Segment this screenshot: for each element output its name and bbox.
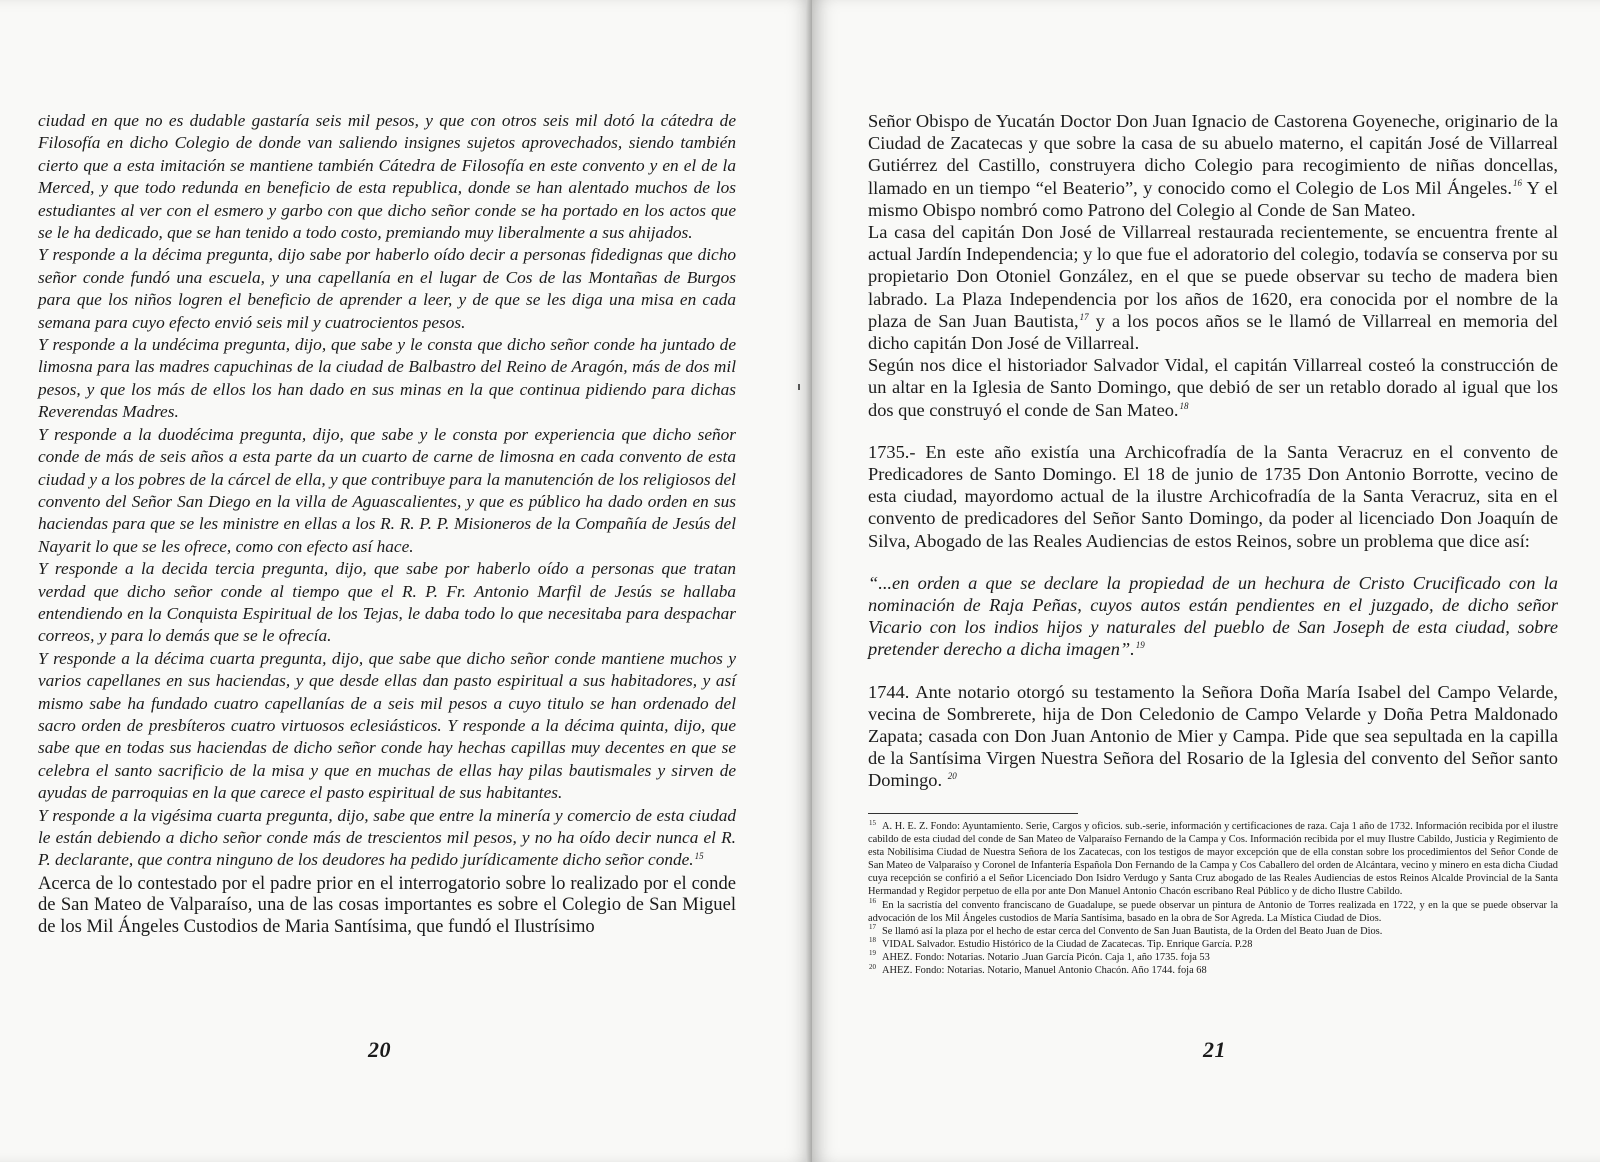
- footnotes: [868, 820, 1558, 977]
- footnote: [868, 820, 1558, 899]
- left-page-body: [38, 110, 736, 937]
- closing-paragraph: Acerca de lo contestado por el padre prior en el interrogatorio sobre lo realizado por el conde de San Mateo de Valparaíso, una de las cosas importantes es sobre el Colegio de San Miguel de los Mil Ángeles Custodios de Maria Santísima, que fundó el Ilustrísimo: [38, 872, 736, 937]
- footnote-text: En la sacristía del convento franciscano de Guadalupe, se puede observar un pintura de Antonio de Torres realizada en 1722, y en la que se puede observar la advocación de los Mil Ángeles custodios de María Santísima, basado en la obra de Sor Agreda. La Mística Ciudad de Dios.: [868, 899, 1558, 924]
- footnote-text: Se llamó así la plaza por el hecho de estar cerca del Convento de San Juan Bautista, de la Orden del Beato Juan de Dios.: [882, 925, 1383, 937]
- paragraph: [868, 110, 1558, 221]
- page-number: 21: [1203, 1037, 1226, 1062]
- footnote: [868, 899, 1558, 925]
- right-page: [812, 0, 1600, 1162]
- paragraph: Y responde a la undécima pregunta, dijo, que sabe y le consta que dicho señor conde ha juntado de limosna para las madres capuchinas de la ciudad de Balbastro del Reino de Aragón, más de dos mil pesos, y que los más de ellos los han dado en sus minas en la que continua pidiendo para dichas Reverendas Madres.: [38, 335, 736, 422]
- paragraph: Y responde a la decida tercia pregunta, dijo, que sabe por haberlo oído a personas que tratan verdad que dicho señor conde al tiempo que el R. P. Fr. Antonio Marfil de Jesús se hallaba entendiendo en la Conquista Espiritual de los Tejas, le daba todo lo que necesitaba para despachar correos, y para lo demás que se le ofrecía.: [38, 559, 736, 646]
- footnote: [868, 964, 1558, 977]
- footnote: [868, 951, 1558, 964]
- paragraph: Y responde a la décima cuarta pregunta, dijo, que sabe que dicho señor conde mantiene muchos y varios capellanes en sus haciendas, y que desde ellas dan pasto espiritual a sus habitadores, y así mismo sabe ha fundado cuatro capellanías de a seis mil pesos a cuyo titulo se han ordenado del sacro orden de presbíteros cuatro virtuosos eclesiásticos. Y responde a la décima quinta, dijo, que sabe que en todas sus haciendas de dicho señor conde hay hechas capillas muy decentes en que se celebra el santo sacrificio de la misa y que en muchas de ellas hay pilas bautismales y sirven de ayudas de parroquias en la que carece el pasto espiritual de sus habitantes.: [38, 648, 736, 803]
- footnote-ref: 16: [1512, 178, 1522, 189]
- footnote-text: A. H. E. Z. Fondo: Ayuntamiento. Serie, Cargos y oficios. sub.-serie, información y certificaciones de raza. Caja 1 año de 1732. Información recibida por el ilustre cabildo de esta ciudad del conde de San Mateo de Valparaíso Fernando de la Campa y Cos. Información recibida por el muy Ilustre Cabildo, Justicia y Regimiento de esta Nobilísima Ciudad de Nuestra Señora de los Zacatecas, con los testigos de mayor excepción que de ella constan sobre los procedimientos del Señor Conde de San Mateo de Valparaíso y Coronel de Infantería Española Don Fernando de la Campa y Cos Caballero del orden de Alcántara, vecino y minero en esta dicha Ciudad cuya recepción se confirió a el Señor Licenciado Don Isidro Verdugo y Santa Cruz abogado de las Reales Audiencias de estos Reinos Alcalde Provincial de la Santa Hermandad y Regidor perpetuo de ella por ante Don Manuel Antonio Chacón escribano Real Público y de dicho Ilustre Cabildo.: [868, 821, 1558, 898]
- paragraph: [868, 354, 1558, 421]
- paragraph-text: Según nos dice el historiador Salvador Vidal, el capitán Villarreal costeó la construcción de un altar en la Iglesia de Santo Domingo, que debió de ser un retablo dorado al igual que los dos que construyó el conde de San Mateo.: [868, 355, 1558, 420]
- footnote-number: 17: [869, 923, 876, 932]
- paragraph: [868, 681, 1558, 792]
- footnote: [868, 938, 1558, 951]
- paragraph: [868, 221, 1558, 354]
- footnote-number: 15: [869, 818, 876, 827]
- paragraph-text: y a los pocos años se le llamó de Villarreal en memoria del dicho capitán Don José de Villarreal.: [868, 310, 1558, 354]
- footnote-ref: 15: [694, 850, 704, 861]
- footnote-ref: 20: [947, 771, 957, 782]
- footnote-number: 16: [869, 897, 876, 906]
- page-number: 20: [368, 1037, 391, 1062]
- footnote-ref: 19: [1135, 640, 1145, 651]
- scan-mark: [798, 384, 800, 390]
- footnote-ref: 18: [1179, 400, 1189, 411]
- footnote-text: VIDAL Salvador. Estudio Histórico de la Ciudad de Zacatecas. Tip. Enrique García. P.28: [882, 938, 1253, 950]
- footnote-number: 18: [869, 936, 876, 945]
- paragraph-text: Y responde a la vigésima cuarta pregunta, dijo, sabe que entre la minería y comercio de esta ciudad le están debiendo a dicho señor conde más de trescientos mil pesos, y no ha oído decir nunca el R. P. declarante, que contra ninguno de los deudores ha pedido jurídicamente dicho señor conde.: [38, 805, 736, 870]
- paragraph-text: 1744. Ante notario otorgó su testamento la Señora Doña María Isabel del Campo Velarde, vecina de Sombrerete, hija de Don Celedonio de Campo Velarde y Doña Petra Maldonado Zapata; casada con Don Juan Antonio de Mier y Campa. Pide que sea sepultada en la capilla de la Santísima Virgen Nuestra Señora del Rosario de la Iglesia del convento del Señor santo Domingo.: [868, 681, 1558, 791]
- footnote-ref: 17: [1079, 311, 1089, 322]
- footnote-rule: [868, 813, 1078, 814]
- right-page-body: [868, 110, 1558, 792]
- block-quote: [868, 572, 1558, 661]
- quote-text: “...en orden a que se declare la propiedad de un hechura de Cristo Crucificado con la nominación de Raja Peñas, cuyos autos están pendientes en el juzgado, de dicho señor Vicario con los indios hijos y naturales del pueblo de San Joseph de esta ciudad, sobre pretender derecho a dicha imagen”.: [868, 572, 1558, 660]
- footnote-text: AHEZ. Fondo: Notarias. Notario .Juan García Picón. Caja 1, año 1735. foja 53: [882, 951, 1210, 963]
- paragraph: ciudad en que no es dudable gastaría seis mil pesos, y que con otros seis mil dotó la cátedra de Filosofía en dicho Colegio de donde van saliendo insignes sujetos aprovechados, siendo también cierto que a esta imitación se mantiene también Cátedra de Filosofía en este convento y en el de la Merced, y que todo redunda en beneficio de esta republica, donde se han alentado muchos de los estudiantes al ver con el esmero y garbo con que dicho señor conde se ha portado en los actos que se le ha dedicado, que se han tenido a todo costo, premiando muy liberalmente a sus ahijados.: [38, 111, 736, 243]
- footnote-number: 20: [869, 962, 876, 971]
- paragraph: Y responde a la duodécima pregunta, dijo, que sabe y le consta por experiencia que dicho señor conde de más de seis años a esta parte da un cuarto de carne de limosna en cada convento de esta ciudad y a los pobres de la cárcel de ella, y que contribuye para la manutención de los religiosos del convento del Señor San Diego en la villa de Aguascalientes, y que es público ha dado orden en sus haciendas para que se les ministre en ellas a los R. R. P. P. Misioneros de la Compañía de Jesús del Nayarit lo que se les ofrece, como con efecto así hace.: [38, 424, 736, 556]
- paragraph-text: Señor Obispo de Yucatán Doctor Don Juan Ignacio de Castorena Goyeneche, originario de la Ciudad de Zacatecas y que sobre la casa de su abuelo materno, el capitán José de Villarreal Gutiérrez del Castillo, construyera dicho Colegio para recogimiento de niñas doncellas, llamado en un tiempo “el Beaterio”, y conocido como el Colegio de Los Mil Ángeles.: [868, 111, 1558, 198]
- paragraph: 1735.- En este año existía una Archicofradía de la Santa Veracruz en el convento de Predicadores de Santo Domingo. El 18 de junio de 1735 Don Antonio Borrotte, vecino de esta ciudad, mayordomo actual de la ilustre Archicofradía de la Santa Veracruz, sita en el convento de predicadores del Señor Santo Domingo, da poder al licenciado Don Joaquín de Silva, Abogado de las Reales Audiencias de estos Reinos, sobre un problema que dice así:: [868, 441, 1558, 551]
- paragraph: Y responde a la décima pregunta, dijo sabe por haberlo oído decir a personas fidedignas que dicho señor conde fundó una escuela, y una capellanía en el lugar de Cos de las Montañas de Burgos para que los niños logren el beneficio de aprender a leer, y de que se les diga una misa en cada semana para cuyo efecto envió seis mil y cuatrocientos pesos.: [38, 245, 736, 332]
- paragraph: [38, 805, 736, 872]
- paragraph-text: La casa del capitán Don José de Villarreal restaurada recientemente, se encuentra frente al actual Jardín Independencia; y lo que fue el adoratorio del colegio, todavía se conserva por su propietario Don Otoniel González, en el que se puede observar su techo de madera bien labrado. La Plaza Independencia por los años de 1620, era conocida por el nombre de la plaza de San Juan Bautista,: [868, 222, 1558, 331]
- footnote: [868, 925, 1558, 938]
- footnote-text: AHEZ. Fondo: Notarias. Notario, Manuel Antonio Chacón. Año 1744. foja 68: [882, 965, 1207, 977]
- footnote-number: 19: [869, 949, 876, 958]
- paragraph-text: Y el mismo Obispo nombró como Patrono del Colegio al Conde de San Mateo.: [868, 177, 1558, 220]
